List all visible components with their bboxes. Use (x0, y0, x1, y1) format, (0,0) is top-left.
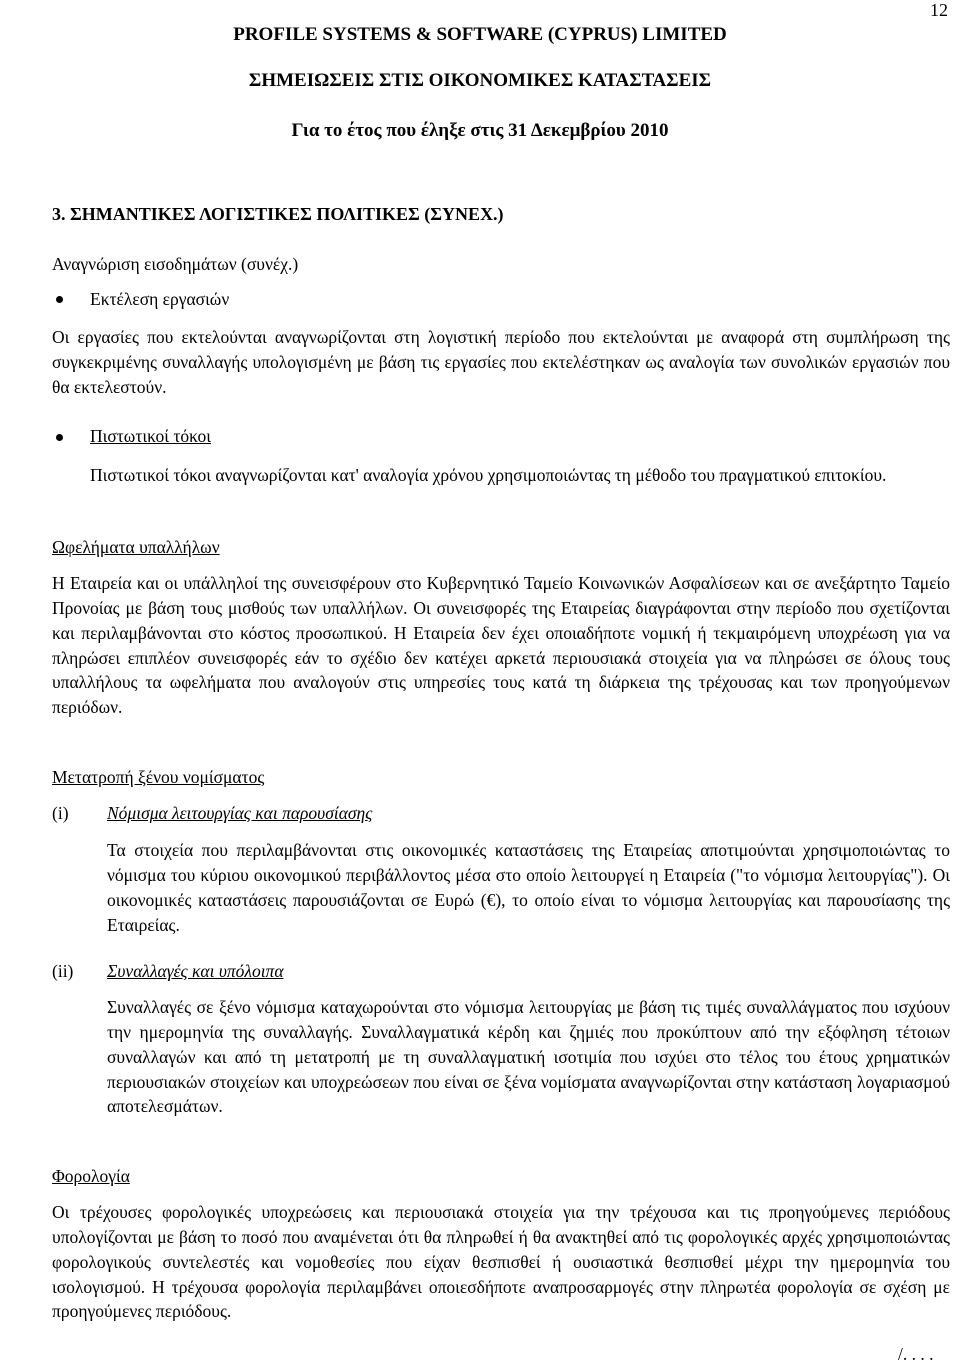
section-title: 3. ΣΗΜΑΝΤΙΚΕΣ ΛΟΓΙΣΤΙΚΕΣ ΠΟΛΙΤΙΚΕΣ (ΣΥΝΕΧ.) (52, 204, 504, 224)
employee-benefits-heading: Ωφελήματα υπαλλήλων (52, 537, 220, 557)
tax-text: Οι τρέχουσες φορολογικές υποχρεώσεις και περιουσιακά στοιχεία για την τρέχουσα και τις προηγούμενες περιόδους υπολογίζονται με βάση το ποσό που αναμένεται ότι θα πληρωθεί ή θα ανακτηθεί από τις φορολογικές αρχές χρησιμοποιώντας φορολογικούς συντελεστές και νομοθεσίες που είχαν θεσπισθεί ή ουσιαστικά θεσπισθεί μέχρι την ημερομηνία του ισολογισμού. Η τρέχουσα φορολογία περιλαμβάνει οποιεσδήποτε αναπροσαρμογές στην πληρωτέα φορολογία σε σχέση με προηγούμενες περιόδους. (52, 1202, 950, 1322)
fx-item-2-text: Συναλλαγές σε ξένο νόμισμα καταχωρούνται στο νόμισμα λειτουργίας με βάση τις τιμές συναλλάγματος που ισχύουν την ημερομηνία της συναλλαγής. Συναλλαγματικά κέρδη και ζημιές που προκύπτουν από την εξόφληση τέτοιων συναλλαγών και από τη μετατροπή με τη συναλλαγματική ισοτιμία που ισχύει στο τέλος του έτους χρηματικών περιουσιακών στοιχείων και υποχρεώσεων που είναι σε ξένα νομίσματα αναγνωρίζονται στην κατάσταση λογαριασμού αποτελεσμάτων. (107, 997, 950, 1117)
fx-item-1-number: (i) (52, 803, 69, 823)
page-number: 12 (930, 0, 948, 20)
document-title: ΣΗΜΕΙΩΣΕΙΣ ΣΤΙΣ ΟΙΚΟΝΟΜΙΚΕΣ ΚΑΤΑΣΤΑΣΕΙΣ (248, 70, 712, 91)
bullet-icon (56, 296, 63, 303)
continued-marker: /. . . . (898, 1344, 934, 1364)
period-line: Για το έτος που έληξε στις 31 Δεκεμβρίου 2010 (291, 120, 669, 141)
tax-heading: Φορολογία (52, 1166, 130, 1186)
employee-benefits-text: Η Εταιρεία και οι υπάλληλοί της συνεισφέρουν στο Κυβερνητικό Ταμείο Κοινωνικών Ασφαλίσεων και σε ανεξάρτητο Ταμείο Προνοίας με βάση τους μισθούς των υπαλλήλων. Οι συνεισφορές της Εταιρείας διαγράφονται στην περίοδο που σχετίζονται και περιλαμβάνονται στο κόστος προσωπικού. Η Εταιρεία δεν έχει οποιαδήποτε νομική ή τεκμαιρόμενη υποχρέωση για να πληρώσει επιπλέον συνεισφορές εάν το σχέδιο δεν κατέχει αρκετά περιουσιακά στοιχεία για να πληρώσει σε όλους τους υπαλλήλους τα ωφελήματα που αναλογούν στις υπηρεσίες τους κατά τη διάρκεια της τρέχουσας και των προηγούμενων περιόδων. (52, 573, 950, 718)
bullet-icon (56, 434, 63, 441)
bullet-1-text: Οι εργασίες που εκτελούνται αναγνωρίζονται στη λογιστική περίοδο που εκτελούνται με αναφορά στη συμπλήρωση της συγκεκριμένης συναλλαγής υπολογισμένη με βάση τις εργασίες που εκτελέστηκαν ως αναλογία των συνολικών εργασιών που θα εκτελεστούν. (52, 327, 950, 397)
bullet-2-title: Πιστωτικοί τόκοι (90, 426, 212, 446)
fx-item-1-text: Τα στοιχεία που περιλαμβάνονται στις οικονομικές καταστάσεις της Εταιρείας αποτιμούνται χρησιμοποιώντας το νόμισμα του κύριου οικονομικού περιβάλλοντος μέσα στο οποίο λειτουργεί η Εταιρεία ("το νόμισμα λειτουργίας"). Οι οικονομικές καταστάσεις παρουσιάζονται σε Ευρώ (€), το οποίο είναι το νόμισμα λειτουργίας και παρουσίασης της Εταιρείας. (107, 840, 950, 935)
fx-heading: Μετατροπή ξένου νομίσματος (52, 767, 265, 787)
company-name: PROFILE SYSTEMS & SOFTWARE (CYPRUS) LIMITED (233, 24, 727, 45)
bullet-1-title: Εκτέλεση εργασιών (90, 289, 230, 309)
revenue-heading-text: Αναγνώριση εισοδημάτων (συνέχ.) (52, 254, 299, 274)
revenue-heading (52, 252, 298, 277)
fx-item-2-number: (ii) (52, 961, 74, 981)
bullet-2-text: Πιστωτικοί τόκοι αναγνωρίζονται κατ' αναλογία χρόνου χρησιμοποιώντας τη μέθοδο του πραγματικού επιτοκίου. (90, 465, 887, 485)
fx-item-1-title: Νόμισμα λειτουργίας και παρουσίασης (107, 803, 373, 823)
fx-item-2-title: Συναλλαγές και υπόλοιπα (107, 961, 284, 981)
